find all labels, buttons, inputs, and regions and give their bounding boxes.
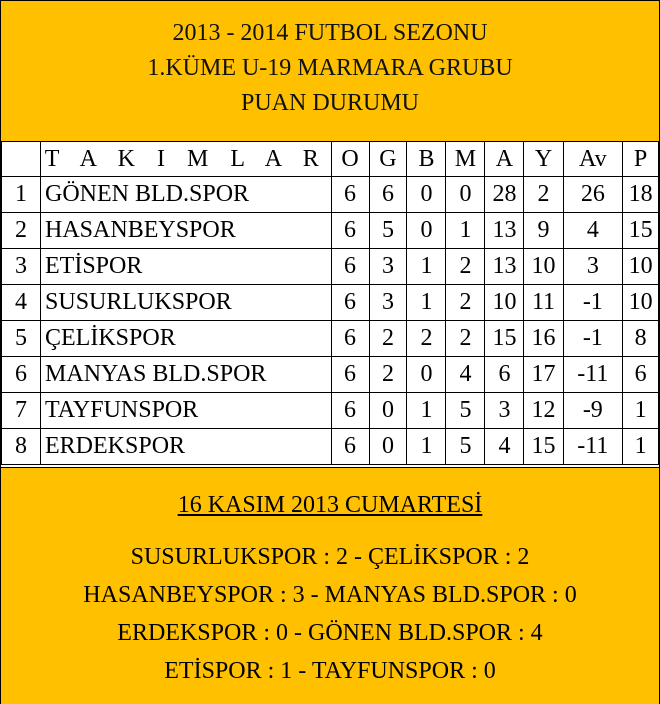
team-name-cell: ÇELİKSPOR [41,321,332,357]
match-result: ETİSPOR : 1 - TAYFUNSPOR : 0 [164,658,496,684]
lost-cell: 4 [446,357,485,393]
played-cell: 6 [331,393,369,429]
goals-for-cell: 3 [485,393,524,429]
drawn-cell: 1 [407,285,446,321]
standings-title: PUAN DURUMU [240,90,420,116]
match-results [1,538,659,690]
played-cell: 6 [331,429,369,465]
won-cell: 0 [369,429,407,465]
rank-cell: 7 [2,393,41,429]
lost-cell: 0 [446,177,485,213]
won-cell: 2 [369,357,407,393]
match-result: HASANBEYSPOR : 3 - MANYAS BLD.SPOR : 0 [83,582,577,608]
drawn-cell: 1 [407,249,446,285]
rank-cell: 4 [2,285,41,321]
goals-for-cell: 6 [485,357,524,393]
goals-for-cell: 10 [485,285,524,321]
table-row [2,213,659,249]
goals-against-cell: 16 [524,321,563,357]
played-cell: 6 [331,285,369,321]
won-cell: 0 [369,393,407,429]
team-name-cell: GÖNEN BLD.SPOR [41,177,332,213]
team-name-cell: TAYFUNSPOR [41,393,332,429]
points-cell: 10 [623,285,659,321]
points-cell: 15 [623,213,659,249]
table-row [2,393,659,429]
table-row [2,321,659,357]
team-name-cell: ERDEKSPOR [41,429,332,465]
goal-difference-cell: -1 [563,285,623,321]
goals-against-cell: 12 [524,393,563,429]
match-result: SUSURLUKSPOR : 2 - ÇELİKSPOR : 2 [130,544,530,570]
won-cell: 5 [369,213,407,249]
rank-cell: 5 [2,321,41,357]
rank-cell: 8 [2,429,41,465]
goal-difference-cell: -9 [563,393,623,429]
results-banner [1,467,659,704]
season-title: 2013 - 2014 FUTBOL SEZONU [172,20,488,46]
lost-cell: 5 [446,429,485,465]
goal-difference-header: Av [563,142,623,177]
goals-for-cell: 28 [485,177,524,213]
team-name-cell: HASANBEYSPOR [41,213,332,249]
drawn-cell: 2 [407,321,446,357]
goals-for-cell: 15 [485,321,524,357]
rank-cell: 6 [2,357,41,393]
title-banner [1,1,659,142]
goals-for-header: A [485,142,524,177]
lost-cell: 2 [446,285,485,321]
match-date: 16 KASIM 2013 CUMARTESİ [177,492,483,518]
goals-against-cell: 15 [524,429,563,465]
team-name-cell: MANYAS BLD.SPOR [41,357,332,393]
goal-difference-cell: 26 [563,177,623,213]
lost-cell: 2 [446,321,485,357]
played-cell: 6 [331,321,369,357]
goal-difference-cell: -11 [563,357,623,393]
played-cell: 6 [331,213,369,249]
team-name-cell: ETİSPOR [41,249,332,285]
drawn-cell: 1 [407,393,446,429]
won-cell: 6 [369,177,407,213]
played-header: O [331,142,369,177]
played-cell: 6 [331,357,369,393]
drawn-cell: 0 [407,213,446,249]
table-row [2,285,659,321]
drawn-header: B [407,142,446,177]
points-cell: 8 [623,321,659,357]
table-row [2,249,659,285]
points-cell: 6 [623,357,659,393]
played-cell: 6 [331,249,369,285]
goal-difference-cell: -11 [563,429,623,465]
table-row [2,429,659,465]
played-cell: 6 [331,177,369,213]
goals-against-cell: 10 [524,249,563,285]
lost-cell: 2 [446,249,485,285]
team-name-cell: SUSURLUKSPOR [41,285,332,321]
goals-against-cell: 11 [524,285,563,321]
goals-for-cell: 13 [485,249,524,285]
lost-cell: 1 [446,213,485,249]
won-cell: 3 [369,285,407,321]
drawn-cell: 0 [407,357,446,393]
rank-cell: 3 [2,249,41,285]
teams-header: T A K I M L A R [41,142,332,177]
rank-cell: 2 [2,213,41,249]
lost-cell: 5 [446,393,485,429]
points-header: P [623,142,659,177]
won-cell: 2 [369,321,407,357]
points-cell: 10 [623,249,659,285]
rank-cell: 1 [2,177,41,213]
goals-against-cell: 17 [524,357,563,393]
rank-header [2,142,41,177]
goal-difference-cell: 3 [563,249,623,285]
standings-table [1,141,659,465]
goals-against-cell: 9 [524,213,563,249]
goals-for-cell: 13 [485,213,524,249]
table-header-row [2,142,659,177]
lost-header: M [446,142,485,177]
goals-for-cell: 4 [485,429,524,465]
goals-against-cell: 2 [524,177,563,213]
league-title: 1.KÜME U-19 MARMARA GRUBU [147,55,513,81]
drawn-cell: 0 [407,177,446,213]
match-result: ERDEKSPOR : 0 - GÖNEN BLD.SPOR : 4 [117,620,543,646]
points-cell: 1 [623,393,659,429]
drawn-cell: 1 [407,429,446,465]
table-row [2,177,659,213]
goal-difference-cell: -1 [563,321,623,357]
goal-difference-cell: 4 [563,213,623,249]
won-header: G [369,142,407,177]
table-row [2,357,659,393]
goals-against-header: Y [524,142,563,177]
won-cell: 3 [369,249,407,285]
points-cell: 18 [623,177,659,213]
points-cell: 1 [623,429,659,465]
